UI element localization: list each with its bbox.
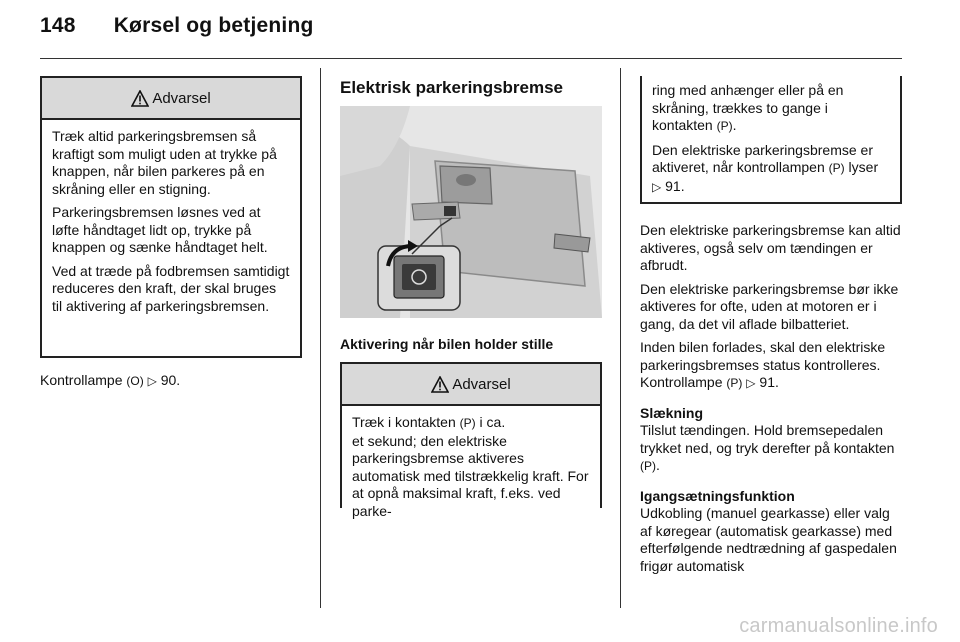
page-reference: 90. <box>160 372 181 388</box>
warning-box-continued <box>640 76 902 204</box>
body-text-span: Tilslut tændingen. Hold bremsepedalen trykket ned, og tryk derefter på kontakten <box>640 422 895 456</box>
body-paragraph: Udkobling (manuel gearkasse) eller valg af køregear (automatisk gearkasse) med efterfølgende nedtrædning af gaspedalen frigør automatisk <box>640 505 897 574</box>
header-rule <box>40 58 902 59</box>
warning-paragraph <box>652 82 890 136</box>
warning-paragraph <box>352 414 590 433</box>
body-text-span: Inden bilen forlades, skal den elektriske parkeringsbremses status kontrolleres. Kontrollampe <box>640 339 886 390</box>
body-paragraph: Den elektriske parkeringsbremse kan altid aktiveres, også selv om tændingen er afbrudt. <box>640 222 901 273</box>
subheading-release: Slækning <box>640 404 704 421</box>
warning-box-2 <box>340 362 602 519</box>
warning-paragraph: Træk altid parkeringsbremsen så kraftigt som muligt uden at trykke på knappen, når bilen parkeres på en skråning eller en stigning. <box>52 128 277 197</box>
warning-paragraph <box>652 142 890 197</box>
section-heading: Elektrisk parkeringsbremse <box>340 78 564 97</box>
warning-text: ring med anhænger eller på en skråning, trækkes to gange i kontakten <box>652 82 844 133</box>
epb-switch-icon: (P) <box>640 459 656 473</box>
warning-triangle-icon <box>131 90 149 107</box>
watermark: carmanualsonline.info <box>739 615 938 637</box>
subheading-drive-away: Igangsætningsfunktion <box>640 487 795 504</box>
warning-paragraph: et sekund; den elektriske parkeringsbremse aktiveres automatisk med tilstrækkelig kraft. For at opnå maksimal kraft, f.eks. ved parke- <box>352 432 589 519</box>
warning-title: Advarsel <box>452 375 511 393</box>
warning-box-1 <box>40 76 302 358</box>
body-paragraph: Den elektriske parkeringsbremse bør ikke aktiveres for ofte, uden at motoren er i gang, da det vil aflade bilbatteriet. <box>640 280 899 332</box>
page-header <box>40 14 314 38</box>
reference-arrow-icon: ▷ <box>746 376 756 390</box>
column-divider-1 <box>320 68 321 608</box>
warning-triangle-icon <box>431 376 449 393</box>
page-reference: 91. <box>665 177 685 194</box>
column-divider-2 <box>620 68 621 608</box>
page-title: Kørsel og betjening <box>113 14 314 37</box>
epb-switch-icon: (P) <box>459 416 476 430</box>
epb-lamp-icon: (P) <box>828 161 845 175</box>
body-paragraph <box>640 422 902 476</box>
epb-lamp-icon: (P) <box>726 376 743 390</box>
warning-text: Træk i kontakten <box>352 414 456 430</box>
warning-text: Den elektriske parkeringsbremse er aktiveret, når kontrollampen <box>652 141 873 175</box>
warning-paragraph: Ved at træde på fodbremsen samtidigt reduceres den kraft, der skal bruges til aktivering af parkeringsbremsen. <box>52 262 290 314</box>
warning-header <box>42 78 300 120</box>
body-text-span: . <box>656 457 660 473</box>
parking-brake-illustration <box>340 106 602 318</box>
reference-arrow-icon: ▷ <box>652 179 662 194</box>
warning-header <box>342 364 600 406</box>
warning-title: Advarsel <box>152 89 211 107</box>
control-lamp-label: Kontrollampe <box>40 372 123 388</box>
reference-arrow-icon: ▷ <box>147 374 157 388</box>
warning-text: i ca. <box>479 414 506 430</box>
figure-caption: Aktivering når bilen holder stille <box>340 336 554 352</box>
page-number: 148 <box>40 14 76 37</box>
control-lamp-line <box>40 372 302 391</box>
page-reference: 91. <box>759 374 779 390</box>
warning-text: . <box>732 117 737 133</box>
warning-paragraph: Parkeringsbremsen løsnes ved at løfte håndtaget lidt op, trykke på knappen og sænke håndtaget helt. <box>52 204 268 255</box>
body-paragraph <box>640 339 902 393</box>
brake-lamp-icon: (O) <box>126 374 144 388</box>
warning-text: lyser <box>848 159 879 175</box>
body-text <box>640 222 902 581</box>
epb-switch-icon: (P) <box>716 119 733 133</box>
